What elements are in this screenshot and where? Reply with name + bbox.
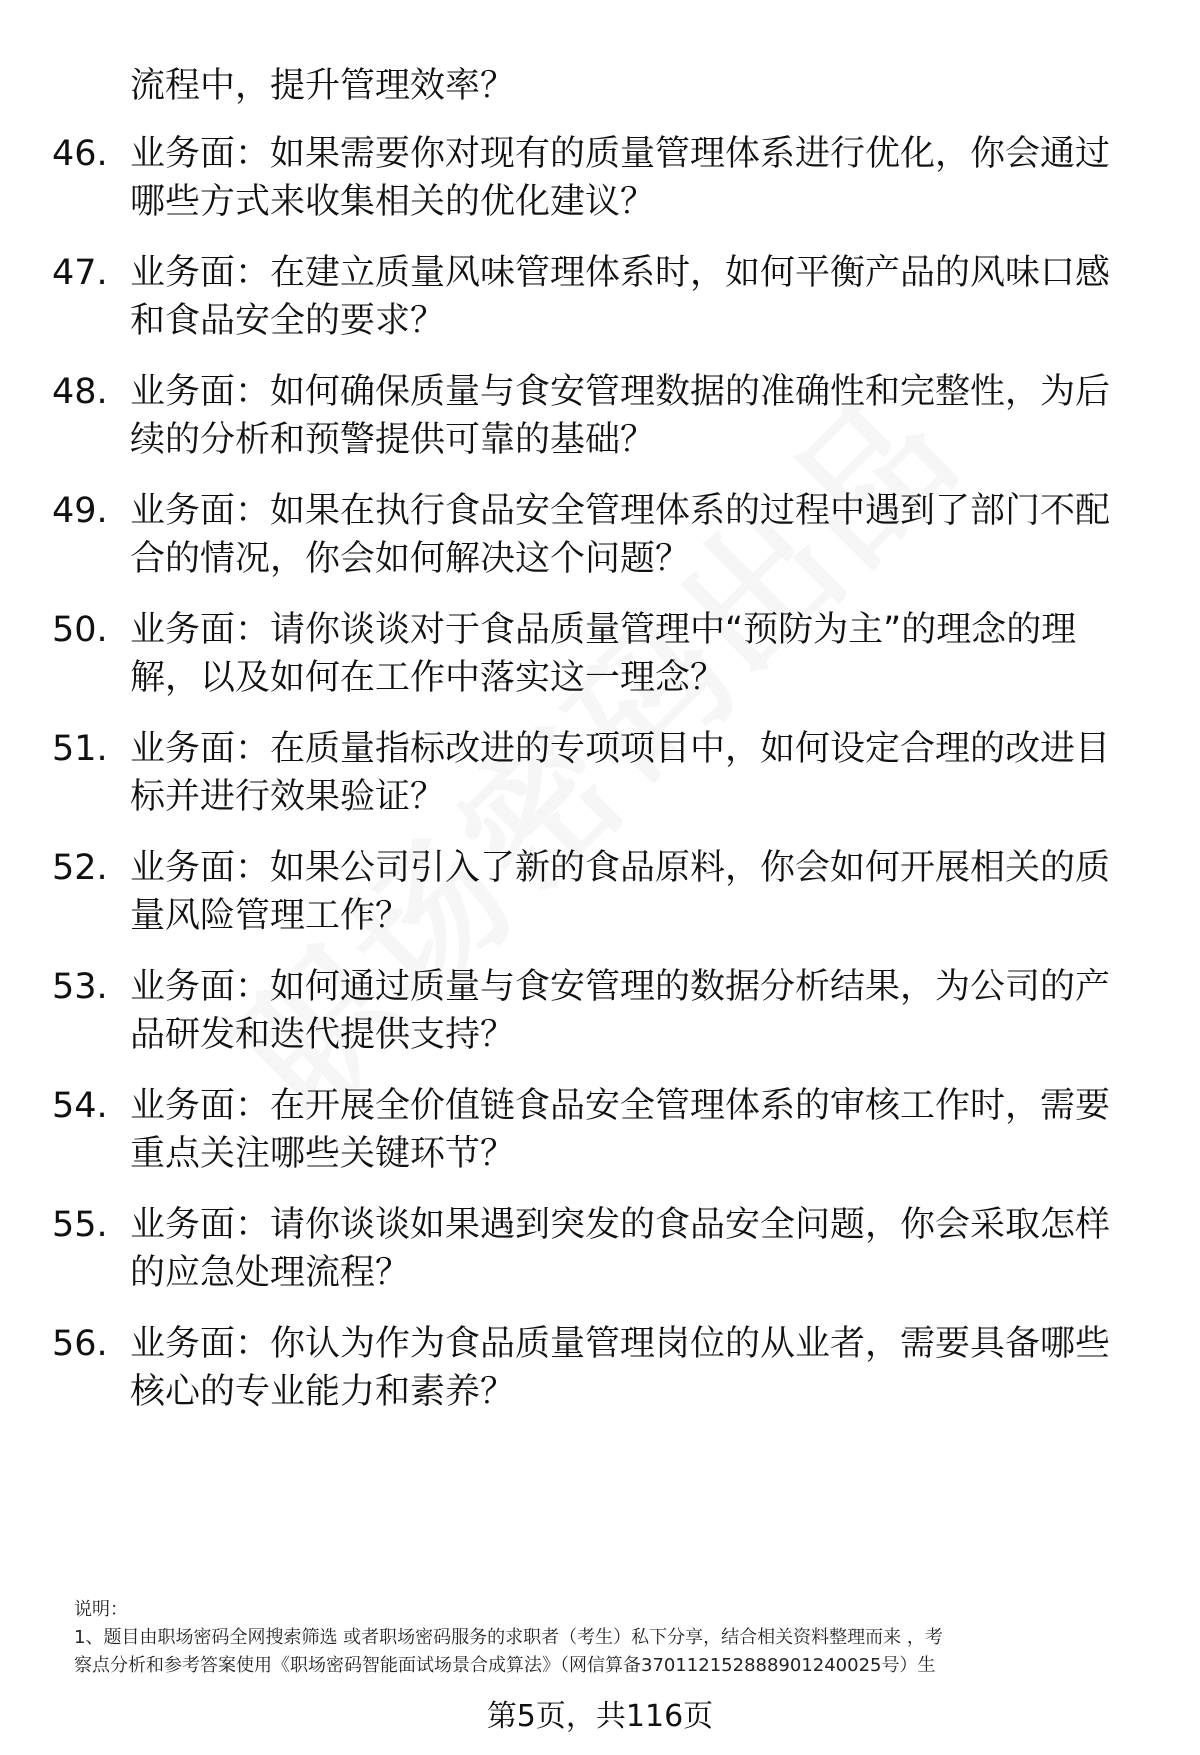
continued-question-text: 流程中，提升管理效率？	[130, 66, 516, 106]
question-number: 52.	[52, 848, 108, 888]
notes-line: 1、题目由职场密码全网搜索筛选 或者职场密码服务的求职者（考生）私下分享，结合相关资料整理而来 ，考	[74, 1627, 943, 1648]
question-number: 48.	[52, 372, 108, 412]
notes-title: 说明：	[74, 1599, 128, 1620]
question-text: 业务面：在建立质量风味管理体系时，如何平衡产品的风味口感和食品安全的要求？	[130, 253, 1111, 341]
question-text: 业务面：在开展全价值链食品安全管理体系的审核工作时，需要重点关注哪些关键环节？	[130, 1086, 1111, 1174]
question-text: 业务面：如何确保质量与食安管理数据的准确性和完整性，为后续的分析和预警提供可靠的基础？	[130, 372, 1111, 460]
question-number: 54.	[52, 1086, 108, 1126]
question-text: 业务面：请你谈谈如果遇到突发的食品安全问题，你会采取怎样的应急处理流程？	[130, 1205, 1111, 1293]
notes-line: 察点分析和参考答案使用《职场密码智能面试场景合成算法》（网信算备370112152888901240025号）生	[74, 1655, 936, 1676]
notes-section	[74, 1596, 1154, 1680]
question-text: 业务面：如果在执行食品安全管理体系的过程中遇到了部门不配合的情况，你会如何解决这个问题？	[130, 491, 1111, 579]
question-text: 业务面：在质量指标改进的专项项目中，如何设定合理的改进目标并进行效果验证？	[130, 729, 1111, 817]
question-number: 49.	[52, 491, 108, 531]
question-number: 51.	[52, 729, 108, 769]
page-number: 第5页，共116页	[486, 1699, 714, 1734]
question-text: 业务面：如果需要你对现有的质量管理体系进行优化，你会通过哪些方式来收集相关的优化建议？	[130, 134, 1111, 222]
question-text: 业务面：你认为作为食品质量管理岗位的从业者，需要具备哪些核心的专业能力和素养？	[130, 1324, 1111, 1412]
question-text: 业务面：如何通过质量与食安管理的数据分析结果，为公司的产品研发和迭代提供支持？	[130, 967, 1111, 1055]
question-text: 业务面：请你谈谈对于食品质量管理中“预防为主”的理念的理解，以及如何在工作中落实这一理念？	[130, 610, 1077, 698]
question-number: 56.	[52, 1324, 108, 1364]
question-number: 50.	[52, 610, 108, 650]
question-text: 业务面：如果公司引入了新的食品原料，你会如何开展相关的质量风险管理工作？	[130, 848, 1111, 936]
question-number: 47.	[52, 253, 108, 293]
question-number: 55.	[52, 1205, 108, 1245]
question-number: 46.	[52, 134, 108, 174]
question-number: 53.	[52, 967, 108, 1007]
